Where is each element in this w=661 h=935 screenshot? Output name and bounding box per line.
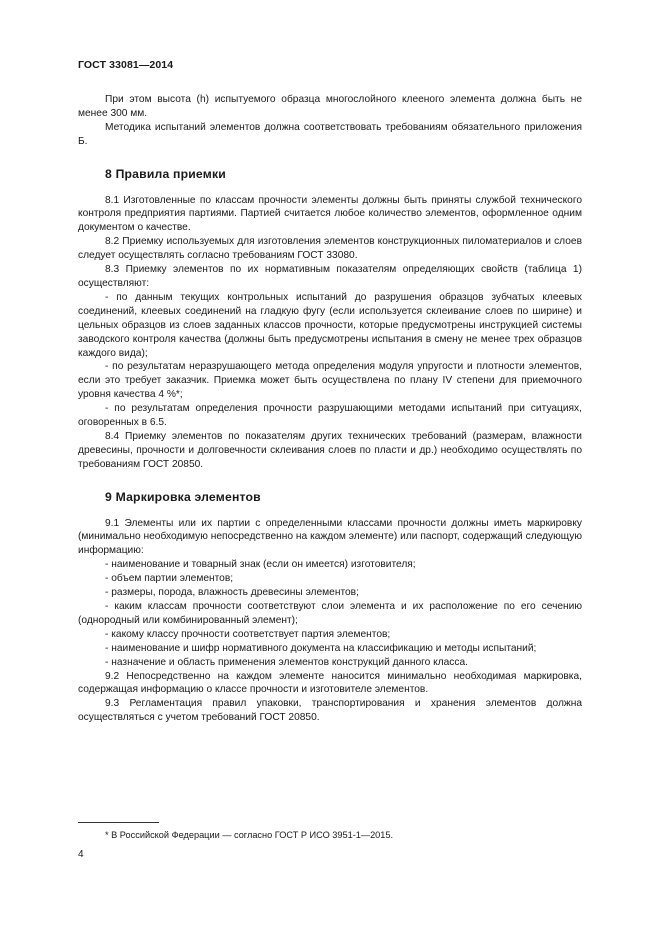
page-number: 4 xyxy=(78,849,84,860)
clause-9-1-item-layer-classes: - каким классам прочности соответствуют слои элемента и их расположение по его сечению (однородный или комбинированный элемент); xyxy=(78,601,582,626)
clause-9-3: 9.3 Регламентация правил упаковки, транспортирования и хранения элементов должна осуществляться с учетом требований ГОСТ 20850. xyxy=(78,698,582,724)
document-body xyxy=(78,93,582,725)
section-9-heading: 9 Маркировка элементов xyxy=(105,489,261,504)
clause-8-3-item-nondestructive: - по результатам неразрушающего метода определения модуля упругости и плотности элементов, если это требует заказчик. Приемка может быть осуществлена по плану IV степени для приемочного уровня качества 4 %*; xyxy=(78,361,582,401)
clause-9-1-item-purpose: - назначение и область применения элементов конструкций данного класса. xyxy=(105,656,468,668)
clause-9-2: 9.2 Непосредственно на каждом элементе наносится минимально необходимая маркировка, содержащая информацию о классе прочности и изготовителе элементов. xyxy=(78,670,582,696)
clause-9-1-item-batch-volume: - объем партии элементов; xyxy=(105,573,234,585)
clause-9-1-item-normative-doc: - наименование и шифр нормативного документа на классификацию и методы испытаний; xyxy=(105,642,537,654)
clause-9-1-item-dimensions: - размеры, порода, влажность древесины элементов; xyxy=(105,587,359,599)
spacer xyxy=(78,505,582,517)
document-header: ГОСТ 33081—2014 xyxy=(78,59,174,71)
clause-8-3-item-destructive-tests: - по данным текущих контрольных испытаний до разрушения образцов зубчатых клеевых соединений, клеевых соединений на гладкую фугу (если используется склеивание слоев по ширине) и цельных образцов из слоев заданных классов прочности, которые предусмотрены инструкцией системы заводского контроля качества (должны быть предусмотрены испытания в смену не менее трех образцов каждого вида); xyxy=(78,291,582,359)
spacer xyxy=(78,149,582,168)
clause-8-3-item-destructive-methods: - по результатам определения прочности разрушающими методами испытаний при ситуациях, оговоренных в 6.5. xyxy=(78,403,582,429)
clause-9-1-item-manufacturer: - наименование и товарный знак (если он имеется) изготовителя; xyxy=(105,559,416,571)
spacer xyxy=(78,182,582,194)
clause-8-4: 8.4 Приемку элементов по показателям других технических требований (размерам, влажности древесины, прочности и долговечности склеивания слоев по пласти и др.) необходимо осуществлять по требованиям ГОСТ 20850. xyxy=(78,430,582,470)
spacer xyxy=(78,472,582,491)
intro-paragraph-method: Методика испытаний элементов должна соответствовать требованиям обязательного приложения Б. xyxy=(78,121,582,147)
clause-8-1: 8.1 Изготовленные по классам прочности элементы должны быть приняты службой технического контроля предприятия партиями. Партией считается любое количество элементов, оформленное одним документом о качестве. xyxy=(78,194,582,234)
clause-8-2: 8.2 Приемку используемых для изготовления элементов конструкционных пиломатериалов и слоев следует осуществлять согласно требованиям ГОСТ 33080. xyxy=(78,236,582,262)
clause-9-1: 9.1 Элементы или их партии с определенными классами прочности должны иметь маркировку (минимально необходимую непосредственно на каждом элементе) или паспорт, содержащий следующую информацию: xyxy=(78,517,582,557)
footnote: * В Российской Федерации — согласно ГОСТ Р ИСО 3951-1—2015. xyxy=(105,830,394,840)
footnote-divider xyxy=(78,822,159,823)
section-8-heading: 8 Правила приемки xyxy=(105,166,226,181)
intro-paragraph-height: При этом высота (h) испытуемого образца многослойного клееного элемента должна быть не менее 300 мм. xyxy=(78,94,582,119)
clause-9-1-item-batch-class: - какому классу прочности соответствует партия элементов; xyxy=(105,628,391,640)
clause-8-3: 8.3 Приемку элементов по их нормативным показателям определяющих свойств (таблица 1) осуществляют: xyxy=(78,264,582,289)
